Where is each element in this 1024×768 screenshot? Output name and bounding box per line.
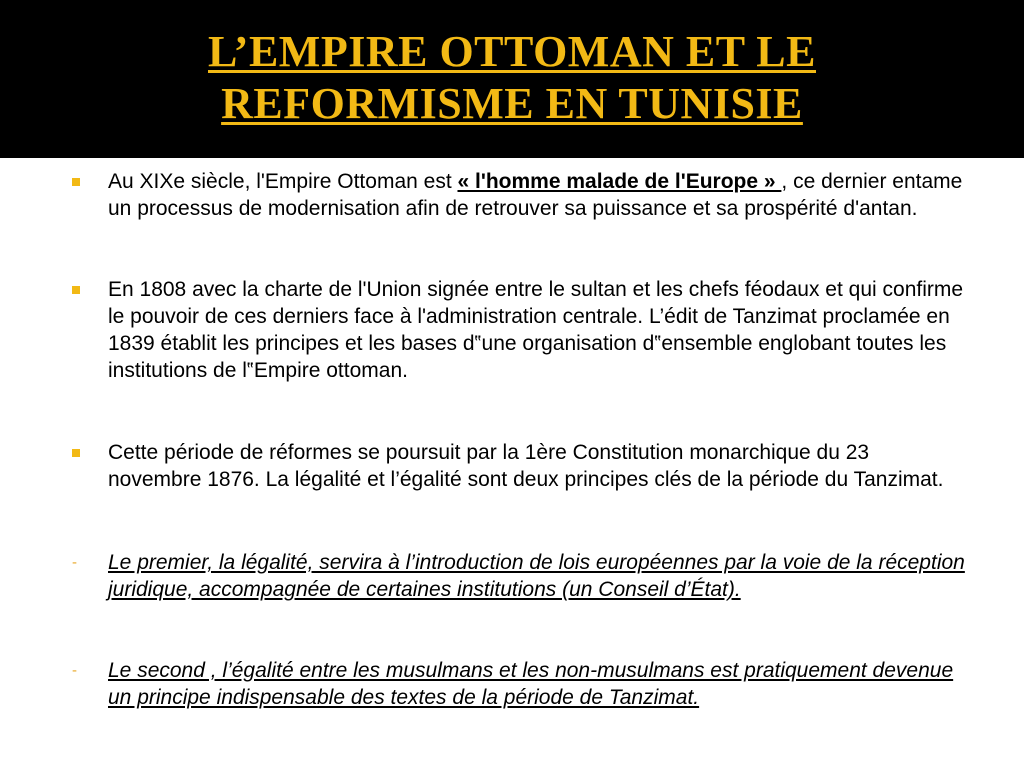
bullet-2-text: En 1808 avec la charte de l'Union signée entre le sultan et les chefs féodaux et qui confirme le pouvoir de ces derniers face à l'administration centrale. L’édit de Tanzimat proclamée en 1839 établit les principes et les bases d‟une organisation d‟ensemble englobant toutes les institutions de l‟Empire ottoman.: [108, 278, 964, 382]
bullet-square-icon: [72, 449, 80, 457]
dash-marker: -: [72, 662, 77, 679]
sub-point-2-text: Le second , l’égalité entre les musulmans et les non-musulmans est pratiquement devenue un principe indispensable des textes de la période de Tanzimat.: [108, 659, 954, 709]
sub-point-2: [72, 657, 968, 711]
bullet-square-icon: [72, 178, 80, 186]
sub-point-1: [72, 549, 968, 603]
bullet-1: [108, 168, 968, 222]
slide-title-line-2: REFORMISME EN TUNISIE: [221, 79, 803, 128]
dash-marker: -: [72, 554, 77, 571]
slide-title-line-1: L’EMPIRE OTTOMAN ET LE: [208, 27, 816, 76]
slide-title: [0, 26, 1024, 130]
title-band: [0, 0, 1024, 158]
bullet-2: [108, 276, 968, 384]
bullet-3: [108, 439, 968, 493]
sub-point-1-text: Le premier, la légalité, servira à l’introduction de lois européennes par la voie de la réception juridique, accompagnée de certaines institutions (un Conseil d’État).: [108, 551, 965, 601]
bullet-1-text-after: , ce dernier entame un processus de modernisation afin de retrouver sa puissance et sa prospérité d'antan.: [108, 170, 963, 220]
bullet-1-text-before: Au XIXe siècle, l'Empire Ottoman est: [108, 170, 458, 193]
bullet-square-icon: [72, 286, 80, 294]
bullet-1-emphasis: « l'homme malade de l'Europe »: [457, 170, 782, 193]
bullet-3-text: Cette période de réformes se poursuit par la 1ère Constitution monarchique du 23 novembre 1876. La légalité et l’égalité sont deux principes clés de la période du Tanzimat.: [108, 441, 944, 491]
